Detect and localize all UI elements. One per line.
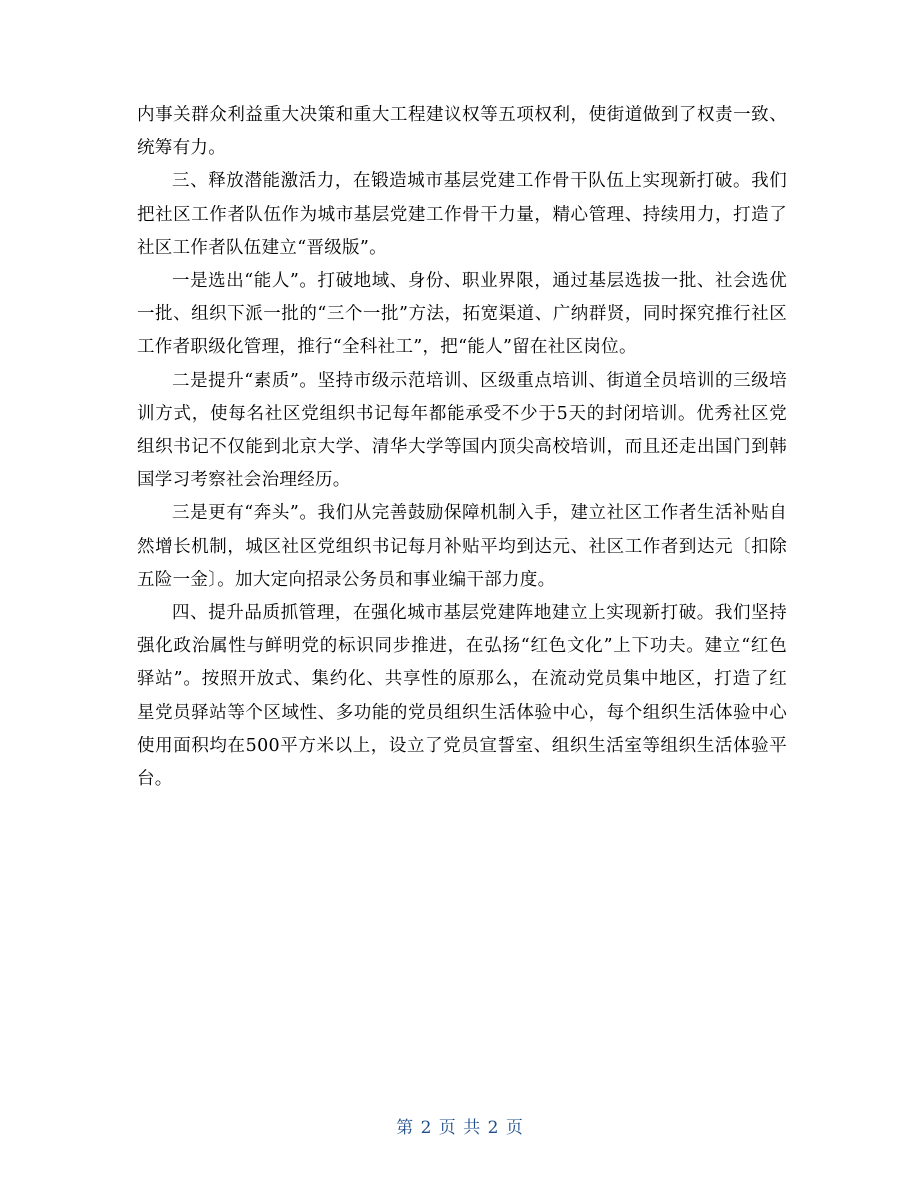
paragraph-1: 内事关群众利益重大决策和重大工程建议权等五项权利，使街道做到了权责一致、统筹有力。	[137, 105, 787, 159]
document-body	[137, 99, 787, 796]
paragraph-5: 三是更有“奔头”。我们从完善鼓励保障机制入手，建立社区工作者生活补贴自然增长机制，城区社区党组织书记每月补贴平均到达元、社区工作者到达元〔扣除五险一金〕。加大定向招录公务员和事业编干部力度。	[137, 503, 787, 590]
paragraph-6: 四、提升品质抓管理，在强化城市基层党建阵地建立上实现新打破。我们坚持强化政治属性与鲜明党的标识同步推进，在弘扬“红色文化”上下功夫。建立“红色驿站”。按照开放式、集约化、共享性的原那么，在流动党员集中地区，打造了红星党员驿站等个区域性、多功能的党员组织生活体验中心，每个组织生活体验中心使用面积均在500平方米以上，设立了党员宣誓室、组织生活室等组织生活体验平台。	[137, 603, 787, 790]
paragraph-2: 三、释放潜能激活力，在锻造城市基层党建工作骨干队伍上实现新打破。我们把社区工作者队伍作为城市基层党建工作骨干力量，精心管理、持续用力，打造了社区工作者队伍建立“晋级版”。	[137, 171, 787, 258]
page-number-footer: 第 2 页 共 2 页	[396, 1118, 524, 1138]
paragraph-4: 二是提升“素质”。坚持市级示范培训、区级重点培训、街道全员培训的三级培训方式，使每名社区党组织书记每年都能承受不少于5天的封闭培训。优秀社区党组织书记不仅能到北京大学、清华大学等国内顶尖高校培训，而且还走出国门到韩国学习考察社会治理经历。	[137, 370, 787, 491]
paragraph-3: 一是选出“能人”。打破地域、身份、职业界限，通过基层选拔一批、社会选优一批、组织下派一批的“三个一批”方法，拓宽渠道、广纳群贤，同时探究推行社区工作者职级化管理，推行“全科社工”，把“能人”留在社区岗位。	[137, 271, 787, 358]
